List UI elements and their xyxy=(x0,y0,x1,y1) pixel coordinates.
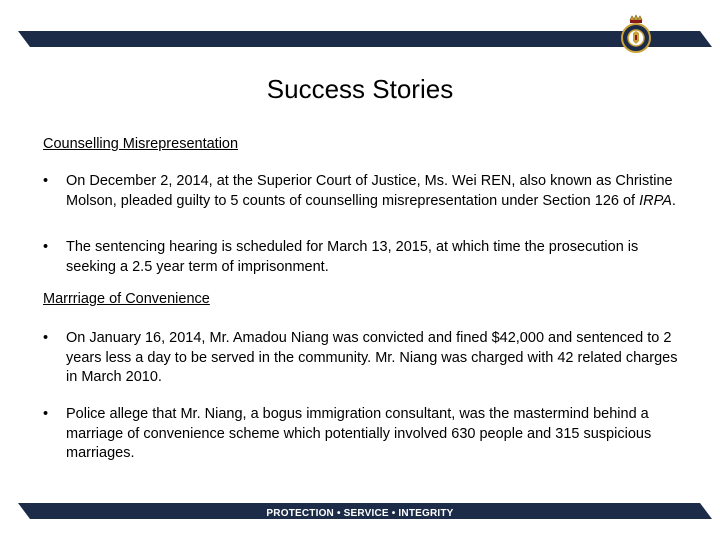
crest-badge-icon xyxy=(620,14,652,58)
act-name-italic: IRPA xyxy=(639,192,672,209)
top-header-band xyxy=(0,0,720,60)
bullet-marker: • xyxy=(43,330,49,346)
footer-motto: PROTECTION • SERVICE • INTEGRITY xyxy=(266,508,454,519)
list-item xyxy=(43,238,683,277)
list-item xyxy=(43,329,683,388)
section-heading-marriage: Marrriage of Convenience xyxy=(43,291,210,307)
bullet-marker: • xyxy=(43,406,49,422)
section-heading-counselling: Counselling Misrepresentation xyxy=(43,136,239,152)
bullet-text xyxy=(66,172,683,211)
bullet-text-end: . xyxy=(671,192,676,209)
slide-title: Success Stories xyxy=(266,74,454,104)
bullet-text-main: On December 2, 2014, at the Superior Court of Justice, Ms. Wei REN, also known as Christine Molson, pleaded guilty to 5 counts of counselling misrepresentation under Section 126 of xyxy=(66,173,673,209)
bullet-marker: • xyxy=(43,239,49,255)
bullet-text: The sentencing hearing is scheduled for March 13, 2015, at which time the prosecution is seeking a 2.5 year term of imprisonment. xyxy=(66,239,639,275)
header-band-stripe xyxy=(18,31,712,47)
list-item xyxy=(43,172,683,211)
bullet-text: On January 16, 2014, Mr. Amadou Niang was convicted and fined $42,000 and sentenced to 2 years less a day to be served in the community. Mr. Niang was charged with 42 related charges in March 2010. xyxy=(66,330,678,385)
bullet-marker: • xyxy=(43,173,49,189)
list-item xyxy=(43,405,683,464)
bullet-text: Police allege that Mr. Niang, a bogus immigration consultant, was the mastermind behind a marriage of convenience scheme which potentially involved 630 people and 315 suspicious marriages. xyxy=(66,406,652,461)
